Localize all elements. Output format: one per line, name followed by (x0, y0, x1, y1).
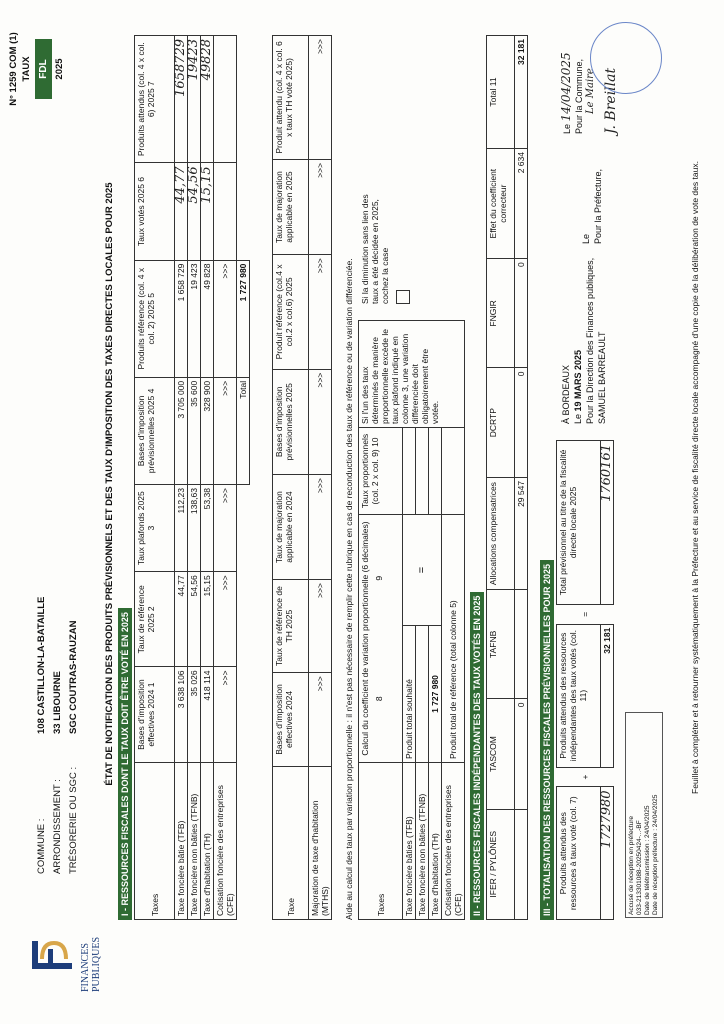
table-row (601, 441, 614, 920)
commune-value: 108 CASTILLON-LA-BATAILLE (36, 596, 47, 734)
aide-table (358, 320, 465, 920)
col-coef (359, 515, 403, 763)
equals-sign: = (580, 611, 590, 617)
col-header: DCRTP (487, 368, 515, 477)
input-cell[interactable] (429, 428, 442, 515)
col-produits-attendus: Produits attendus (col. 4 x col. 6) 2025 7 (135, 36, 175, 163)
prefecture-label: Pour la Préfecture, (593, 168, 603, 244)
handwritten-product[interactable]: 1658729 (175, 36, 188, 163)
total-value: 1 727 980 (237, 260, 250, 377)
form-type: TAUX (21, 56, 32, 82)
handwritten-product[interactable]: 49828 (201, 36, 214, 163)
cell-value[interactable] (214, 163, 237, 260)
section3-title: III - TOTALISATION DES RESSOURCES FISCALES PRÉVISIONNELLES POUR 2025 (540, 560, 554, 920)
form-code (8, 14, 65, 124)
input-cell[interactable] (403, 428, 416, 515)
cell-value: 32 181 (601, 624, 614, 767)
col-header: Taux de majoration applicable en 2025 (273, 159, 309, 254)
col-header: Allocations compensatrices (487, 477, 515, 589)
col-header: Bases d'imposition effectives 2024 (273, 673, 309, 767)
col-produits-ref: Produits référence (col. 4 x col. 2) 2025 5 (135, 260, 175, 377)
le-label: Le (581, 233, 591, 244)
total-row (237, 36, 250, 920)
cell-value: >>> (309, 579, 332, 672)
main-title: ÉTAT DE NOTIFICATION DES PRODUITS PRÉVISIONNELS ET DES TAUX D'IMPOSITION DES TAXES DIRECTES LOCALES POUR 2025 (104, 182, 115, 786)
signer-name: SAMUEL BARREAULT (597, 331, 607, 424)
receipt-line: Date de réception préfecture : 24/04/2025 (652, 794, 659, 915)
col-bases-2025: Bases d'imposition prévisionnelles 2025 4 (135, 377, 175, 484)
col-a: Produits attendus des ressources à taux voté (col. 7) (557, 787, 601, 920)
col-header: Bases d'imposition prévisionnelles 2025 (273, 369, 309, 474)
col-header: TASCOM (487, 699, 515, 809)
cell-value: >>> (214, 572, 237, 667)
col-taxes: Taxes (359, 763, 403, 920)
cell-value: 53,38 (201, 485, 214, 572)
cell-value: 0 (515, 259, 528, 368)
cell-value: 35 026 (188, 667, 201, 762)
produit-souhaite-label: Produit total souhaité (403, 626, 416, 763)
cell-value: >>> (309, 673, 332, 767)
cell-value: 29 547 (515, 477, 528, 589)
table-row (214, 36, 237, 920)
handwritten-date: 14/04/2025 (559, 52, 573, 122)
cell-value: 3 638 106 (175, 667, 188, 762)
mths-label: Majoration de taxe d'habitation (MTHS) (309, 766, 332, 919)
col-taxe: Taxe (273, 766, 309, 919)
tax-name: Taxe foncière non bâties (TFNB) (416, 763, 429, 920)
tax-name: Taxe foncière bâtie (TFB) (175, 762, 188, 919)
finances-publiques-logo-icon (28, 927, 78, 977)
logo (28, 912, 108, 992)
produit-reference-label: Produit total de référence (total colonne 5) (442, 515, 465, 763)
col9-label: 9 (374, 575, 384, 581)
fdl-badge: FDL (35, 39, 52, 99)
plus-sign: + (580, 774, 590, 780)
signature-prefecture (580, 144, 604, 244)
cell-value: 1 658 729 (175, 260, 188, 377)
le-label: Le (573, 413, 583, 424)
signature-dgfip (560, 254, 608, 424)
col-header: Produit attendu (col. 4 x col. 6 x taux TH voté 2025) (273, 36, 309, 160)
col-header: Produit référence (col.4 x col.2 x col.6) 2025 (273, 255, 309, 369)
aide-note: Si l'un des taux déterminés de manière proportionnelle excède le taux plafond indiqué en colonne 3, une variation différenciée doit obligatoirement être votée. (359, 321, 465, 428)
section1-table (134, 35, 250, 920)
col-header: Effet du coefficient correcteur (487, 149, 515, 259)
tax-name: Cotisation foncière des entreprises (CFE) (214, 762, 237, 919)
commune-label: COMMUNE : (36, 818, 47, 874)
section2-title: II - RESSOURCES FISCALES INDÉPENDANTES DES TAUX VOTÉS EN 2025 (470, 592, 484, 920)
coef-label: Calcul du coefficient de variation proportionnelle (6 décimales) (360, 521, 370, 756)
checkbox-label: Si la diminution sans lien des taux a été décidée en 2025, cochez la case (360, 194, 390, 304)
col-header: FNGIR (487, 259, 515, 368)
handwritten-total-c[interactable]: 1760161 (601, 441, 614, 605)
cell-value: 49 828 (201, 260, 214, 377)
tax-name: Taxe foncière non bâties (TFNB) (188, 762, 201, 919)
cell-value: >>> (309, 159, 332, 254)
checkbox-block (360, 184, 410, 304)
cell-value: >>> (309, 475, 332, 580)
col-header: Taux de majoration applicable en 2024 (273, 475, 309, 580)
input-cell[interactable] (416, 626, 429, 763)
tax-name: Cotisation foncière des entreprises (CFE) (442, 763, 465, 920)
handwritten-total-a[interactable]: 1727980 (601, 787, 614, 920)
col-taxes: Taxes (135, 762, 175, 919)
total-label: Total (237, 377, 250, 484)
cell-value (515, 809, 528, 919)
table-row (201, 36, 214, 920)
le-label: Le (562, 123, 572, 134)
cell-value: 2 634 (515, 149, 528, 259)
diminution-checkbox[interactable] (396, 290, 410, 304)
cell-value: 0 (515, 699, 528, 809)
cell-value: 19 423 (188, 260, 201, 377)
section2-table (486, 35, 528, 920)
col-taux-votes: Taux votés 2025 6 (135, 163, 175, 260)
cell-value[interactable] (214, 36, 237, 163)
tax-name: Taxe d'habitation (TH) (201, 762, 214, 919)
produit-reference-value: 1 727 980 (429, 626, 442, 763)
handwritten-rate[interactable]: 44,77 (175, 163, 188, 260)
cell-value: >>> (309, 255, 332, 369)
cell-value: 32 181 (515, 36, 528, 149)
section3-table (556, 440, 614, 920)
a-city: BORDEAUX (561, 364, 571, 416)
col-bases-2024: Bases d'imposition effectives 2024 1 (135, 667, 175, 762)
cell-value: >>> (214, 667, 237, 762)
col-taux-prop: Taux proportionnels (col. 2 x col. 9) 10 (359, 428, 403, 515)
cell-value: >>> (214, 377, 237, 484)
tax-name: Taxe d'habitation (TH) (429, 763, 442, 920)
logo-text: FINANCES PUBLIQUES (80, 936, 102, 992)
commune-sign-label: Pour la Commune, (574, 58, 584, 134)
a-label: À (561, 417, 571, 424)
handwritten-role: Le Maire (585, 68, 596, 114)
tax-name: Taxe foncière bâties (TFB) (403, 763, 416, 920)
aide-text: Aide au calcul des taux par variation proportionnelle : il n'est pas nécessaire de remplir cette rubrique en cas de reconduction des taux de référence ou de variation différenciée. (344, 258, 354, 920)
col-header: Taux de référence de TH 2025 (273, 579, 309, 672)
cell-value: 138,63 (188, 485, 201, 572)
form-number: N° 1259 COM (1) (8, 32, 19, 106)
receipt-box (625, 712, 663, 918)
cell-value: 112,23 (175, 485, 188, 572)
date-dgfip: 19 MARS 2025 (573, 349, 583, 412)
cell-value: 54,56 (188, 572, 201, 667)
handwritten-rate[interactable]: 54,56 (188, 163, 201, 260)
input-cell[interactable] (416, 428, 429, 515)
cell-value: >>> (214, 260, 237, 377)
receipt-line: Date de télétransmission : 24/04/2025 (644, 805, 651, 915)
mayor-signature: J. Breillat (603, 67, 619, 134)
cell-value: >>> (214, 485, 237, 572)
cell-value: 35 600 (188, 377, 201, 484)
tresorerie-value: SGC COUTRAS-RAUZAN (68, 620, 79, 734)
col-header: Total 11 (487, 36, 515, 149)
cell-value: 328 900 (201, 377, 214, 484)
dgfip-label: Pour la Direction des Finances publiques, (585, 257, 595, 424)
arrondissement-label: ARRONDISSEMENT : (52, 779, 63, 874)
input-cell[interactable] (442, 428, 465, 515)
handwritten-product[interactable]: 19423 (188, 36, 201, 163)
section1-title: I - RESSOURCES FISCALES DONT LE TAUX DOIT ÊTRE VOTÉ EN 2025 (118, 608, 132, 920)
receipt-line: 033-213301088-20250424-...-BF (636, 820, 643, 915)
col-taux-plafond: Taux plafonds 2025 3 (135, 485, 175, 572)
col-b: Produits attendus des ressources indépendantes des taux votés (col. 11) (557, 624, 601, 767)
cell-value (515, 590, 528, 699)
tresorerie-label: TRÉSORERIE OU SGC : (68, 766, 79, 874)
form-year: 2025 (54, 58, 65, 80)
col-c: Total prévisionnel au titre de la fiscalité directe locale 2025 (557, 441, 601, 605)
table-row (515, 36, 528, 920)
cell-value: 0 (515, 368, 528, 477)
mths-table (272, 35, 332, 920)
cell-value: 418 114 (201, 667, 214, 762)
footer-note: Feuillet à compléter et à retourner systématiquement à la Préfecture et au service de fiscalité directe locale accompagné d'une copie de la délibération de vote des taux. (690, 161, 700, 794)
commune-block (36, 394, 80, 874)
table-row (309, 36, 332, 920)
handwritten-rate[interactable]: 15,15 (201, 163, 214, 260)
cell-value: 44,77 (175, 572, 188, 667)
col-header: IFER / PYLÔNES (487, 809, 515, 919)
receipt-line: Accusé de réception en préfecture (628, 815, 635, 915)
equals-sign: = (403, 515, 442, 626)
cell-value: 15,15 (201, 572, 214, 667)
arrondissement-value: 33 LIBOURNE (52, 671, 63, 734)
cell-value: >>> (309, 36, 332, 160)
mairie-stamp (590, 22, 662, 94)
cell-value: 3 705 000 (175, 377, 188, 484)
col-header: TAFNB (487, 590, 515, 699)
col8-label: 8 (374, 696, 384, 702)
cell-value: >>> (309, 369, 332, 474)
col-taux-ref: Taux de référence 2025 2 (135, 572, 175, 667)
